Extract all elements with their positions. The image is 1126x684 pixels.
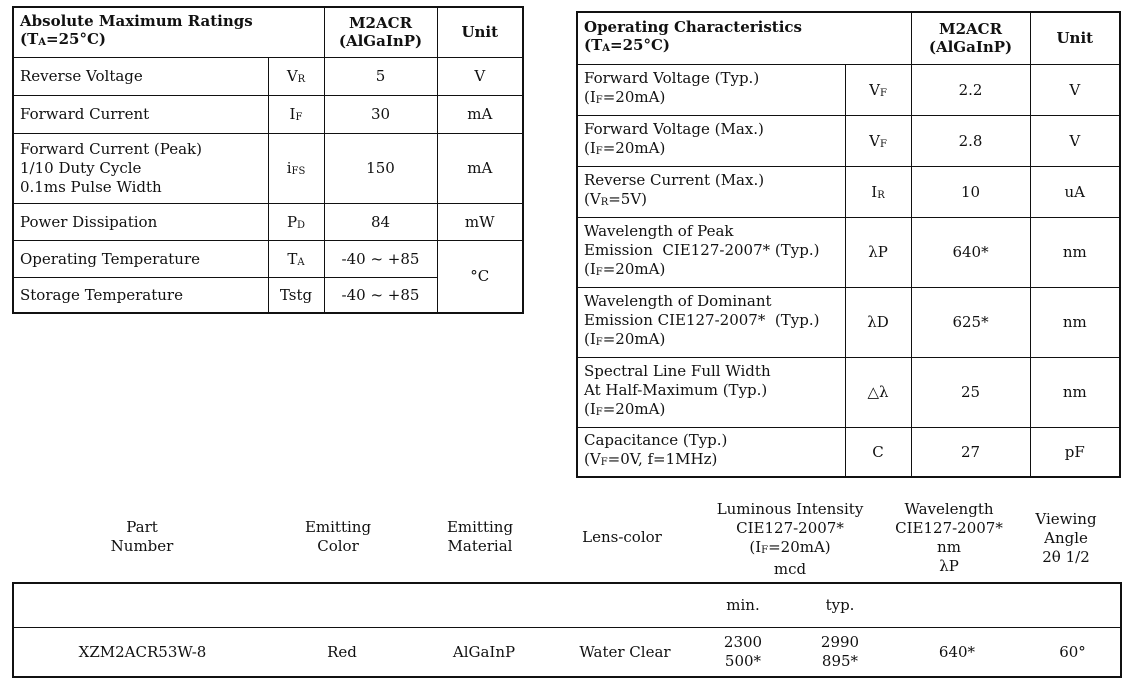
oper-param: Capacitance (Typ.) (VF=0V, f=1MHz)	[577, 427, 845, 477]
oper-value: 27	[911, 427, 1030, 477]
oper-param: Forward Voltage (Max.) (IF=20mA)	[577, 115, 845, 166]
abs-value: -40 ~ +85	[324, 277, 437, 313]
oper-value: 2.2	[911, 64, 1030, 115]
abs-symbol: TA	[268, 240, 324, 277]
abs-row	[13, 240, 523, 277]
abs-row	[13, 203, 523, 240]
abs-unit-temperature: °C	[437, 240, 523, 313]
oper-part-name: M2ACR	[938, 20, 1003, 39]
header-wavelength: Wavelength CIE127-2007* nm λP	[895, 500, 1003, 575]
product-subheader-row	[13, 583, 1121, 627]
abs-param: Forward Current (Peak) 1/10 Duty Cycle 0.1ms Pulse Width	[13, 133, 268, 203]
product-lens-color: Water Clear	[555, 627, 695, 677]
oper-value: 25	[911, 357, 1030, 427]
abs-symbol: iFS	[268, 133, 324, 203]
abs-row	[13, 57, 523, 95]
abs-param: Operating Temperature	[13, 240, 268, 277]
oper-part-material: (AlGaInP)	[928, 38, 1013, 57]
oper-param: Wavelength of Dominant Emission CIE127-2007* (Typ.) (IF=20mA)	[577, 287, 845, 357]
product-table	[12, 582, 1122, 678]
oper-param: Wavelength of Peak Emission CIE127-2007* (Typ.) (IF=20mA)	[577, 217, 845, 287]
abs-condition: (TA=25°C)	[20, 30, 107, 49]
oper-unit-header: Unit	[1030, 12, 1120, 64]
oper-header-row	[577, 12, 1120, 64]
oper-row	[577, 357, 1120, 427]
product-viewing-angle: 60°	[1025, 627, 1121, 677]
abs-title: Absolute Maximum Ratings	[20, 12, 253, 31]
abs-symbol: PD	[268, 203, 324, 240]
header-emitting-color: Emitting Color	[304, 518, 372, 555]
abs-part-name: M2ACR	[348, 14, 413, 33]
abs-value: 5	[324, 57, 437, 95]
oper-row	[577, 115, 1120, 166]
oper-unit: pF	[1030, 427, 1120, 477]
oper-param: Spectral Line Full Width At Half-Maximum (Typ.) (IF=20mA)	[577, 357, 845, 427]
oper-param: Reverse Current (Max.) (VR=5V)	[577, 166, 845, 217]
oper-row	[577, 166, 1120, 217]
abs-header-row	[13, 7, 523, 57]
oper-row	[577, 64, 1120, 115]
abs-unit: mW	[437, 203, 523, 240]
subheader-min: min.	[695, 583, 791, 627]
abs-symbol: VR	[268, 57, 324, 95]
abs-row	[13, 95, 523, 133]
abs-value: 150	[324, 133, 437, 203]
oper-symbol: λD	[845, 287, 911, 357]
oper-unit: uA	[1030, 166, 1120, 217]
oper-title-cell	[577, 12, 911, 64]
oper-title: Operating Characteristics	[584, 18, 803, 37]
oper-condition: (TA=25°C)	[584, 36, 671, 55]
header-lens-color: Lens-color	[582, 528, 662, 546]
abs-unit: mA	[437, 95, 523, 133]
header-viewing-angle: Viewing Angle 2θ 1/2	[1035, 510, 1097, 566]
oper-row	[577, 427, 1120, 477]
oper-unit: V	[1030, 115, 1120, 166]
abs-value: 84	[324, 203, 437, 240]
abs-title-cell	[13, 7, 324, 57]
table-row	[13, 627, 1121, 677]
abs-param: Reverse Voltage	[13, 57, 268, 95]
oper-part-header	[911, 12, 1030, 64]
oper-unit: V	[1030, 64, 1120, 115]
oper-symbol: VF	[845, 115, 911, 166]
oper-unit: nm	[1030, 287, 1120, 357]
oper-value: 2.8	[911, 115, 1030, 166]
oper-symbol: IR	[845, 166, 911, 217]
product-part-number: XZM2ACR53W-8	[13, 627, 271, 677]
abs-symbol: Tstg	[268, 277, 324, 313]
abs-value: -40 ~ +85	[324, 240, 437, 277]
abs-param: Power Dissipation	[13, 203, 268, 240]
oper-symbol: λP	[845, 217, 911, 287]
header-emitting-material: Emitting Material	[446, 518, 514, 555]
oper-value: 10	[911, 166, 1030, 217]
oper-symbol: C	[845, 427, 911, 477]
abs-value: 30	[324, 95, 437, 133]
oper-row	[577, 287, 1120, 357]
abs-symbol: IF	[268, 95, 324, 133]
product-color: Red	[271, 627, 413, 677]
abs-param: Storage Temperature	[13, 277, 268, 313]
abs-row	[13, 133, 523, 203]
product-wavelength: 640*	[889, 627, 1025, 677]
abs-param: Forward Current	[13, 95, 268, 133]
product-typ-intensity: 2990 895*	[791, 627, 889, 677]
abs-unit-header: Unit	[437, 7, 523, 57]
oper-unit: nm	[1030, 357, 1120, 427]
product-min-intensity: 2300 500*	[695, 627, 791, 677]
oper-symbol: VF	[845, 64, 911, 115]
oper-param: Forward Voltage (Typ.) (IF=20mA)	[577, 64, 845, 115]
oper-row	[577, 217, 1120, 287]
oper-value: 625*	[911, 287, 1030, 357]
absolute-maximum-ratings-table	[12, 6, 524, 314]
abs-unit: V	[437, 57, 523, 95]
oper-unit: nm	[1030, 217, 1120, 287]
operating-characteristics-table	[576, 11, 1121, 478]
abs-part-material: (AlGaInP)	[338, 32, 423, 51]
oper-symbol: △λ	[845, 357, 911, 427]
header-luminous-intensity: Luminous Intensity CIE127-2007* (IF=20mA) mcd	[716, 500, 864, 578]
abs-unit: mA	[437, 133, 523, 203]
oper-value: 640*	[911, 217, 1030, 287]
header-part-number: Part Number	[110, 518, 174, 555]
subheader-typ: typ.	[791, 583, 889, 627]
product-table-header	[12, 496, 1120, 582]
product-material: AlGaInP	[413, 627, 555, 677]
abs-part-header	[324, 7, 437, 57]
